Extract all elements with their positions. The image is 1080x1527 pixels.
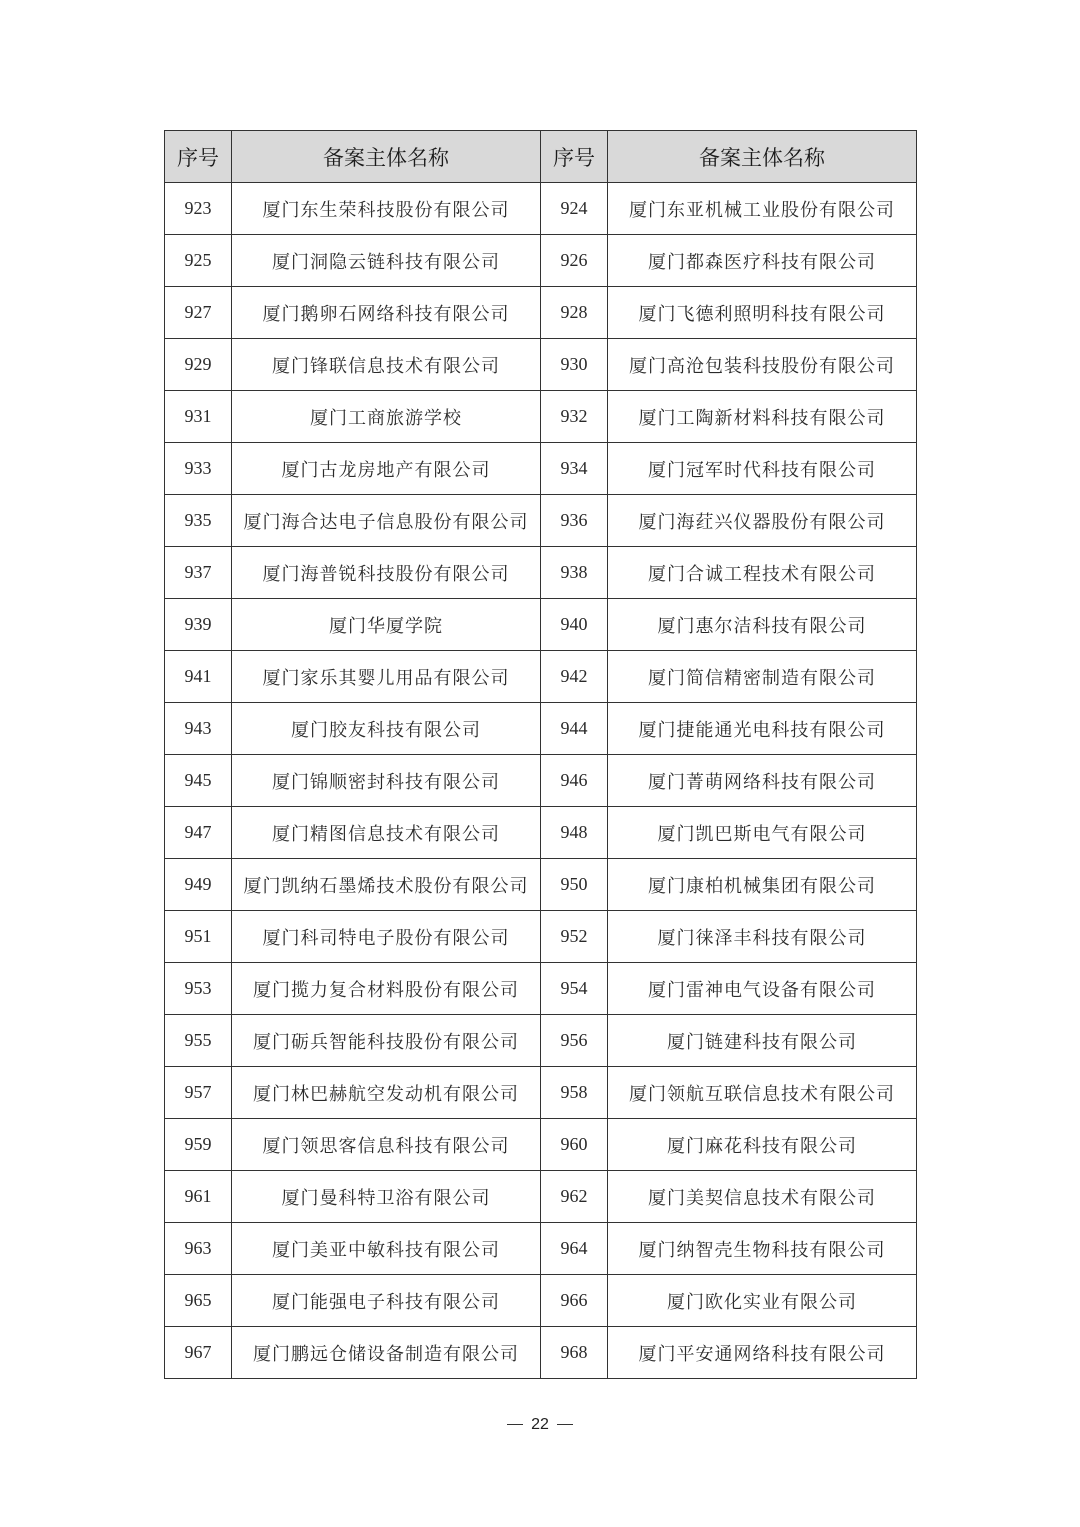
entity-name-cell: 厦门美契信息技术有限公司 <box>608 1171 917 1223</box>
header-entity-name-left: 备案主体名称 <box>232 131 541 183</box>
entity-name-cell: 厦门合诚工程技术有限公司 <box>608 547 917 599</box>
page-footer <box>0 1416 1080 1434</box>
entity-name-cell: 厦门雷神电气设备有限公司 <box>608 963 917 1015</box>
serial-number-cell: 938 <box>541 547 608 599</box>
table-row <box>165 1223 917 1275</box>
table-row <box>165 807 917 859</box>
header-entity-name-right: 备案主体名称 <box>608 131 917 183</box>
serial-number-cell: 927 <box>165 287 232 339</box>
dash-right <box>557 1424 573 1425</box>
table-row <box>165 547 917 599</box>
table-row <box>165 911 917 963</box>
header-row <box>165 131 917 183</box>
table-header <box>165 131 917 183</box>
serial-number-cell: 926 <box>541 235 608 287</box>
entity-name-cell: 厦门家乐其婴儿用品有限公司 <box>232 651 541 703</box>
serial-number-cell: 967 <box>165 1327 232 1379</box>
table-row <box>165 183 917 235</box>
entity-name-cell: 厦门海普锐科技股份有限公司 <box>232 547 541 599</box>
serial-number-cell: 940 <box>541 599 608 651</box>
entity-name-cell: 厦门海荭兴仪器股份有限公司 <box>608 495 917 547</box>
entity-name-cell: 厦门高沧包装科技股份有限公司 <box>608 339 917 391</box>
serial-number-cell: 933 <box>165 443 232 495</box>
serial-number-cell: 954 <box>541 963 608 1015</box>
entity-name-cell: 厦门纳智壳生物科技有限公司 <box>608 1223 917 1275</box>
serial-number-cell: 948 <box>541 807 608 859</box>
entity-name-cell: 厦门海合达电子信息股份有限公司 <box>232 495 541 547</box>
entity-name-cell: 厦门捷能通光电科技有限公司 <box>608 703 917 755</box>
table-row <box>165 599 917 651</box>
entity-name-cell: 厦门锦顺密封科技有限公司 <box>232 755 541 807</box>
entity-name-cell: 厦门平安通网络科技有限公司 <box>608 1327 917 1379</box>
serial-number-cell: 955 <box>165 1015 232 1067</box>
entity-name-cell: 厦门华厦学院 <box>232 599 541 651</box>
entity-name-cell: 厦门欧化实业有限公司 <box>608 1275 917 1327</box>
entity-name-cell: 厦门精图信息技术有限公司 <box>232 807 541 859</box>
table-row <box>165 443 917 495</box>
entity-name-cell: 厦门科司特电子股份有限公司 <box>232 911 541 963</box>
serial-number-cell: 924 <box>541 183 608 235</box>
serial-number-cell: 949 <box>165 859 232 911</box>
entity-name-cell: 厦门锋联信息技术有限公司 <box>232 339 541 391</box>
table-row <box>165 235 917 287</box>
entity-name-cell: 厦门鹏远仓储设备制造有限公司 <box>232 1327 541 1379</box>
registration-table <box>164 130 917 1379</box>
entity-name-cell: 厦门领航互联信息技术有限公司 <box>608 1067 917 1119</box>
entity-name-cell: 厦门冠军时代科技有限公司 <box>608 443 917 495</box>
serial-number-cell: 943 <box>165 703 232 755</box>
entity-name-cell: 厦门美亚中敏科技有限公司 <box>232 1223 541 1275</box>
serial-number-cell: 931 <box>165 391 232 443</box>
table-row <box>165 287 917 339</box>
table-row <box>165 1327 917 1379</box>
table-row <box>165 651 917 703</box>
entity-name-cell: 厦门东生荣科技股份有限公司 <box>232 183 541 235</box>
serial-number-cell: 966 <box>541 1275 608 1327</box>
table-row <box>165 859 917 911</box>
table-row <box>165 391 917 443</box>
entity-name-cell: 厦门工商旅游学校 <box>232 391 541 443</box>
entity-name-cell: 厦门洞隐云链科技有限公司 <box>232 235 541 287</box>
serial-number-cell: 964 <box>541 1223 608 1275</box>
entity-name-cell: 厦门能强电子科技有限公司 <box>232 1275 541 1327</box>
entity-name-cell: 厦门链建科技有限公司 <box>608 1015 917 1067</box>
serial-number-cell: 937 <box>165 547 232 599</box>
table-body <box>165 183 917 1379</box>
entity-name-cell: 厦门领思客信息科技有限公司 <box>232 1119 541 1171</box>
serial-number-cell: 934 <box>541 443 608 495</box>
serial-number-cell: 929 <box>165 339 232 391</box>
entity-name-cell: 厦门麻花科技有限公司 <box>608 1119 917 1171</box>
entity-name-cell: 厦门简信精密制造有限公司 <box>608 651 917 703</box>
serial-number-cell: 923 <box>165 183 232 235</box>
serial-number-cell: 968 <box>541 1327 608 1379</box>
serial-number-cell: 944 <box>541 703 608 755</box>
table-row <box>165 339 917 391</box>
dash-left <box>507 1424 523 1425</box>
table-row <box>165 1275 917 1327</box>
entity-name-cell: 厦门曼科特卫浴有限公司 <box>232 1171 541 1223</box>
header-serial-number-right: 序号 <box>541 131 608 183</box>
entity-name-cell: 厦门凯纳石墨烯技术股份有限公司 <box>232 859 541 911</box>
entity-name-cell: 厦门飞德利照明科技有限公司 <box>608 287 917 339</box>
serial-number-cell: 958 <box>541 1067 608 1119</box>
table-row <box>165 1067 917 1119</box>
serial-number-cell: 925 <box>165 235 232 287</box>
page-number: 22 <box>531 1416 549 1433</box>
serial-number-cell: 947 <box>165 807 232 859</box>
entity-name-cell: 厦门都森医疗科技有限公司 <box>608 235 917 287</box>
serial-number-cell: 961 <box>165 1171 232 1223</box>
serial-number-cell: 942 <box>541 651 608 703</box>
table-row <box>165 755 917 807</box>
serial-number-cell: 951 <box>165 911 232 963</box>
table-row <box>165 1171 917 1223</box>
entity-name-cell: 厦门凯巴斯电气有限公司 <box>608 807 917 859</box>
serial-number-cell: 941 <box>165 651 232 703</box>
serial-number-cell: 935 <box>165 495 232 547</box>
serial-number-cell: 956 <box>541 1015 608 1067</box>
serial-number-cell: 945 <box>165 755 232 807</box>
entity-name-cell: 厦门古龙房地产有限公司 <box>232 443 541 495</box>
serial-number-cell: 957 <box>165 1067 232 1119</box>
entity-name-cell: 厦门揽力复合材料股份有限公司 <box>232 963 541 1015</box>
serial-number-cell: 962 <box>541 1171 608 1223</box>
serial-number-cell: 930 <box>541 339 608 391</box>
entity-name-cell: 厦门徕泽丰科技有限公司 <box>608 911 917 963</box>
entity-name-cell: 厦门康柏机械集团有限公司 <box>608 859 917 911</box>
serial-number-cell: 950 <box>541 859 608 911</box>
serial-number-cell: 963 <box>165 1223 232 1275</box>
entity-name-cell: 厦门胶友科技有限公司 <box>232 703 541 755</box>
serial-number-cell: 965 <box>165 1275 232 1327</box>
serial-number-cell: 932 <box>541 391 608 443</box>
table-row <box>165 495 917 547</box>
entity-name-cell: 厦门惠尔洁科技有限公司 <box>608 599 917 651</box>
entity-name-cell: 厦门砺兵智能科技股份有限公司 <box>232 1015 541 1067</box>
table-row <box>165 703 917 755</box>
table-row <box>165 1119 917 1171</box>
header-serial-number-left: 序号 <box>165 131 232 183</box>
entity-name-cell: 厦门东亚机械工业股份有限公司 <box>608 183 917 235</box>
serial-number-cell: 936 <box>541 495 608 547</box>
serial-number-cell: 939 <box>165 599 232 651</box>
entity-name-cell: 厦门工陶新材料科技有限公司 <box>608 391 917 443</box>
serial-number-cell: 959 <box>165 1119 232 1171</box>
serial-number-cell: 928 <box>541 287 608 339</box>
entity-name-cell: 厦门鹅卵石网络科技有限公司 <box>232 287 541 339</box>
table-row <box>165 1015 917 1067</box>
serial-number-cell: 946 <box>541 755 608 807</box>
serial-number-cell: 953 <box>165 963 232 1015</box>
table-row <box>165 963 917 1015</box>
entity-name-cell: 厦门林巴赫航空发动机有限公司 <box>232 1067 541 1119</box>
serial-number-cell: 952 <box>541 911 608 963</box>
serial-number-cell: 960 <box>541 1119 608 1171</box>
entity-name-cell: 厦门菁萌网络科技有限公司 <box>608 755 917 807</box>
